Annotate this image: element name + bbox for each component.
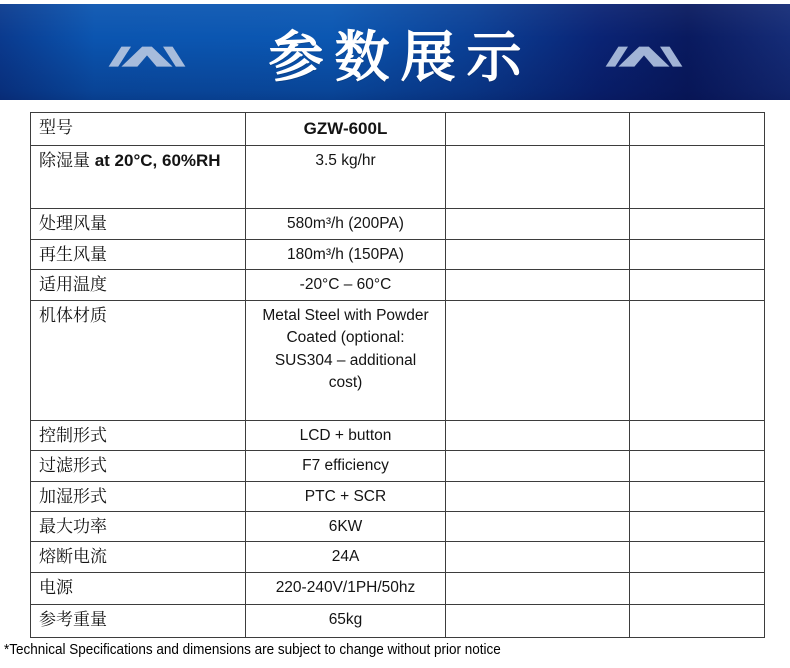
spec-label: 控制形式 [39, 426, 107, 445]
spec-value: Metal Steel with Powder Coated (optional: SUS304 – additional cost) [262, 307, 429, 392]
spec-label-cell [31, 605, 246, 638]
spec-value-cell [246, 146, 446, 209]
spec-label: 机体材质 [39, 306, 107, 325]
empty-cell [630, 240, 765, 270]
table-row [31, 421, 765, 451]
empty-cell [630, 451, 765, 482]
empty-cell [446, 113, 630, 146]
spec-value: F7 efficiency [302, 457, 389, 474]
spec-value: 220-240V/1PH/50hz [275, 579, 416, 596]
spec-value-cell [246, 301, 446, 421]
spec-value: LCD + button [299, 427, 392, 444]
spec-label: 再生风量 [39, 245, 107, 264]
empty-cell [630, 270, 765, 301]
brand-chevron-icon [107, 45, 187, 69]
spec-value-cell [246, 240, 446, 270]
spec-label: 型号 [39, 118, 73, 137]
table-row [31, 451, 765, 482]
spec-value: GZW-600L [303, 119, 388, 138]
empty-cell [630, 482, 765, 512]
table-row [31, 512, 765, 542]
spec-value-cell [246, 512, 446, 542]
spec-label-cell [31, 573, 246, 605]
spec-value-cell [246, 482, 446, 512]
spec-value: 24A [331, 548, 360, 565]
spec-label-cell [31, 451, 246, 482]
table-row [31, 240, 765, 270]
spec-value-cell [246, 113, 446, 146]
spec-value-cell [246, 542, 446, 573]
empty-cell [446, 270, 630, 301]
spec-value: PTC + SCR [304, 488, 387, 505]
spec-label: 过滤形式 [39, 456, 107, 475]
spec-label-suffix: at 20°C, 60%RH [90, 151, 221, 170]
empty-cell [630, 301, 765, 421]
brand-chevron-icon [604, 45, 684, 69]
empty-cell [446, 605, 630, 638]
spec-label-cell [31, 146, 246, 209]
spec-value-cell [246, 451, 446, 482]
empty-cell [446, 146, 630, 209]
spec-label-cell [31, 542, 246, 573]
spec-label: 熔断电流 [39, 547, 107, 566]
spec-table [30, 112, 765, 638]
spec-value-cell [246, 421, 446, 451]
table-row [31, 573, 765, 605]
spec-value-cell [246, 573, 446, 605]
empty-cell [630, 573, 765, 605]
empty-cell [630, 209, 765, 240]
table-row [31, 113, 765, 146]
table-row [31, 542, 765, 573]
spec-value: 65kg [328, 611, 363, 628]
spec-label: 加湿形式 [39, 487, 107, 506]
empty-cell [446, 542, 630, 573]
empty-cell [630, 421, 765, 451]
spec-label-cell [31, 512, 246, 542]
spec-label: 适用温度 [39, 275, 107, 294]
empty-cell [630, 542, 765, 573]
spec-label-cell [31, 240, 246, 270]
empty-cell [446, 421, 630, 451]
spec-value-cell [246, 270, 446, 301]
empty-cell [446, 482, 630, 512]
header-banner [0, 4, 790, 100]
page-title: 参数展示 [268, 25, 533, 88]
spec-label-cell [31, 421, 246, 451]
spec-label: 最大功率 [39, 517, 107, 536]
empty-cell [630, 512, 765, 542]
table-row [31, 209, 765, 240]
spec-value-cell [246, 209, 446, 240]
empty-cell [446, 451, 630, 482]
spec-value: 6KW [328, 518, 363, 535]
spec-label-cell [31, 113, 246, 146]
spec-value: -20°C – 60°C [299, 276, 392, 293]
spec-label: 除湿量 [39, 151, 90, 170]
spec-value: 580m³/h (200PA) [287, 215, 404, 232]
spec-value: 3.5 kg/hr [315, 152, 376, 169]
table-row [31, 146, 765, 209]
spec-label: 处理风量 [39, 214, 107, 233]
empty-cell [446, 512, 630, 542]
empty-cell [630, 146, 765, 209]
empty-cell [630, 605, 765, 638]
table-row [31, 605, 765, 638]
spec-label: 电源 [39, 578, 73, 597]
spec-label-cell [31, 270, 246, 301]
table-row [31, 301, 765, 421]
empty-cell [446, 573, 630, 605]
spec-label-cell [31, 301, 246, 421]
spec-label: 参考重量 [39, 610, 107, 629]
empty-cell [446, 240, 630, 270]
empty-cell [446, 301, 630, 421]
disclaimer-footnote: *Technical Specifications and dimensions are subject to change without prior notice [4, 641, 501, 658]
empty-cell [630, 113, 765, 146]
spec-value: 180m³/h (150PA) [287, 246, 404, 263]
table-row [31, 482, 765, 512]
spec-value-cell [246, 605, 446, 638]
table-row [31, 270, 765, 301]
spec-label-cell [31, 209, 246, 240]
empty-cell [446, 209, 630, 240]
spec-label-cell [31, 482, 246, 512]
